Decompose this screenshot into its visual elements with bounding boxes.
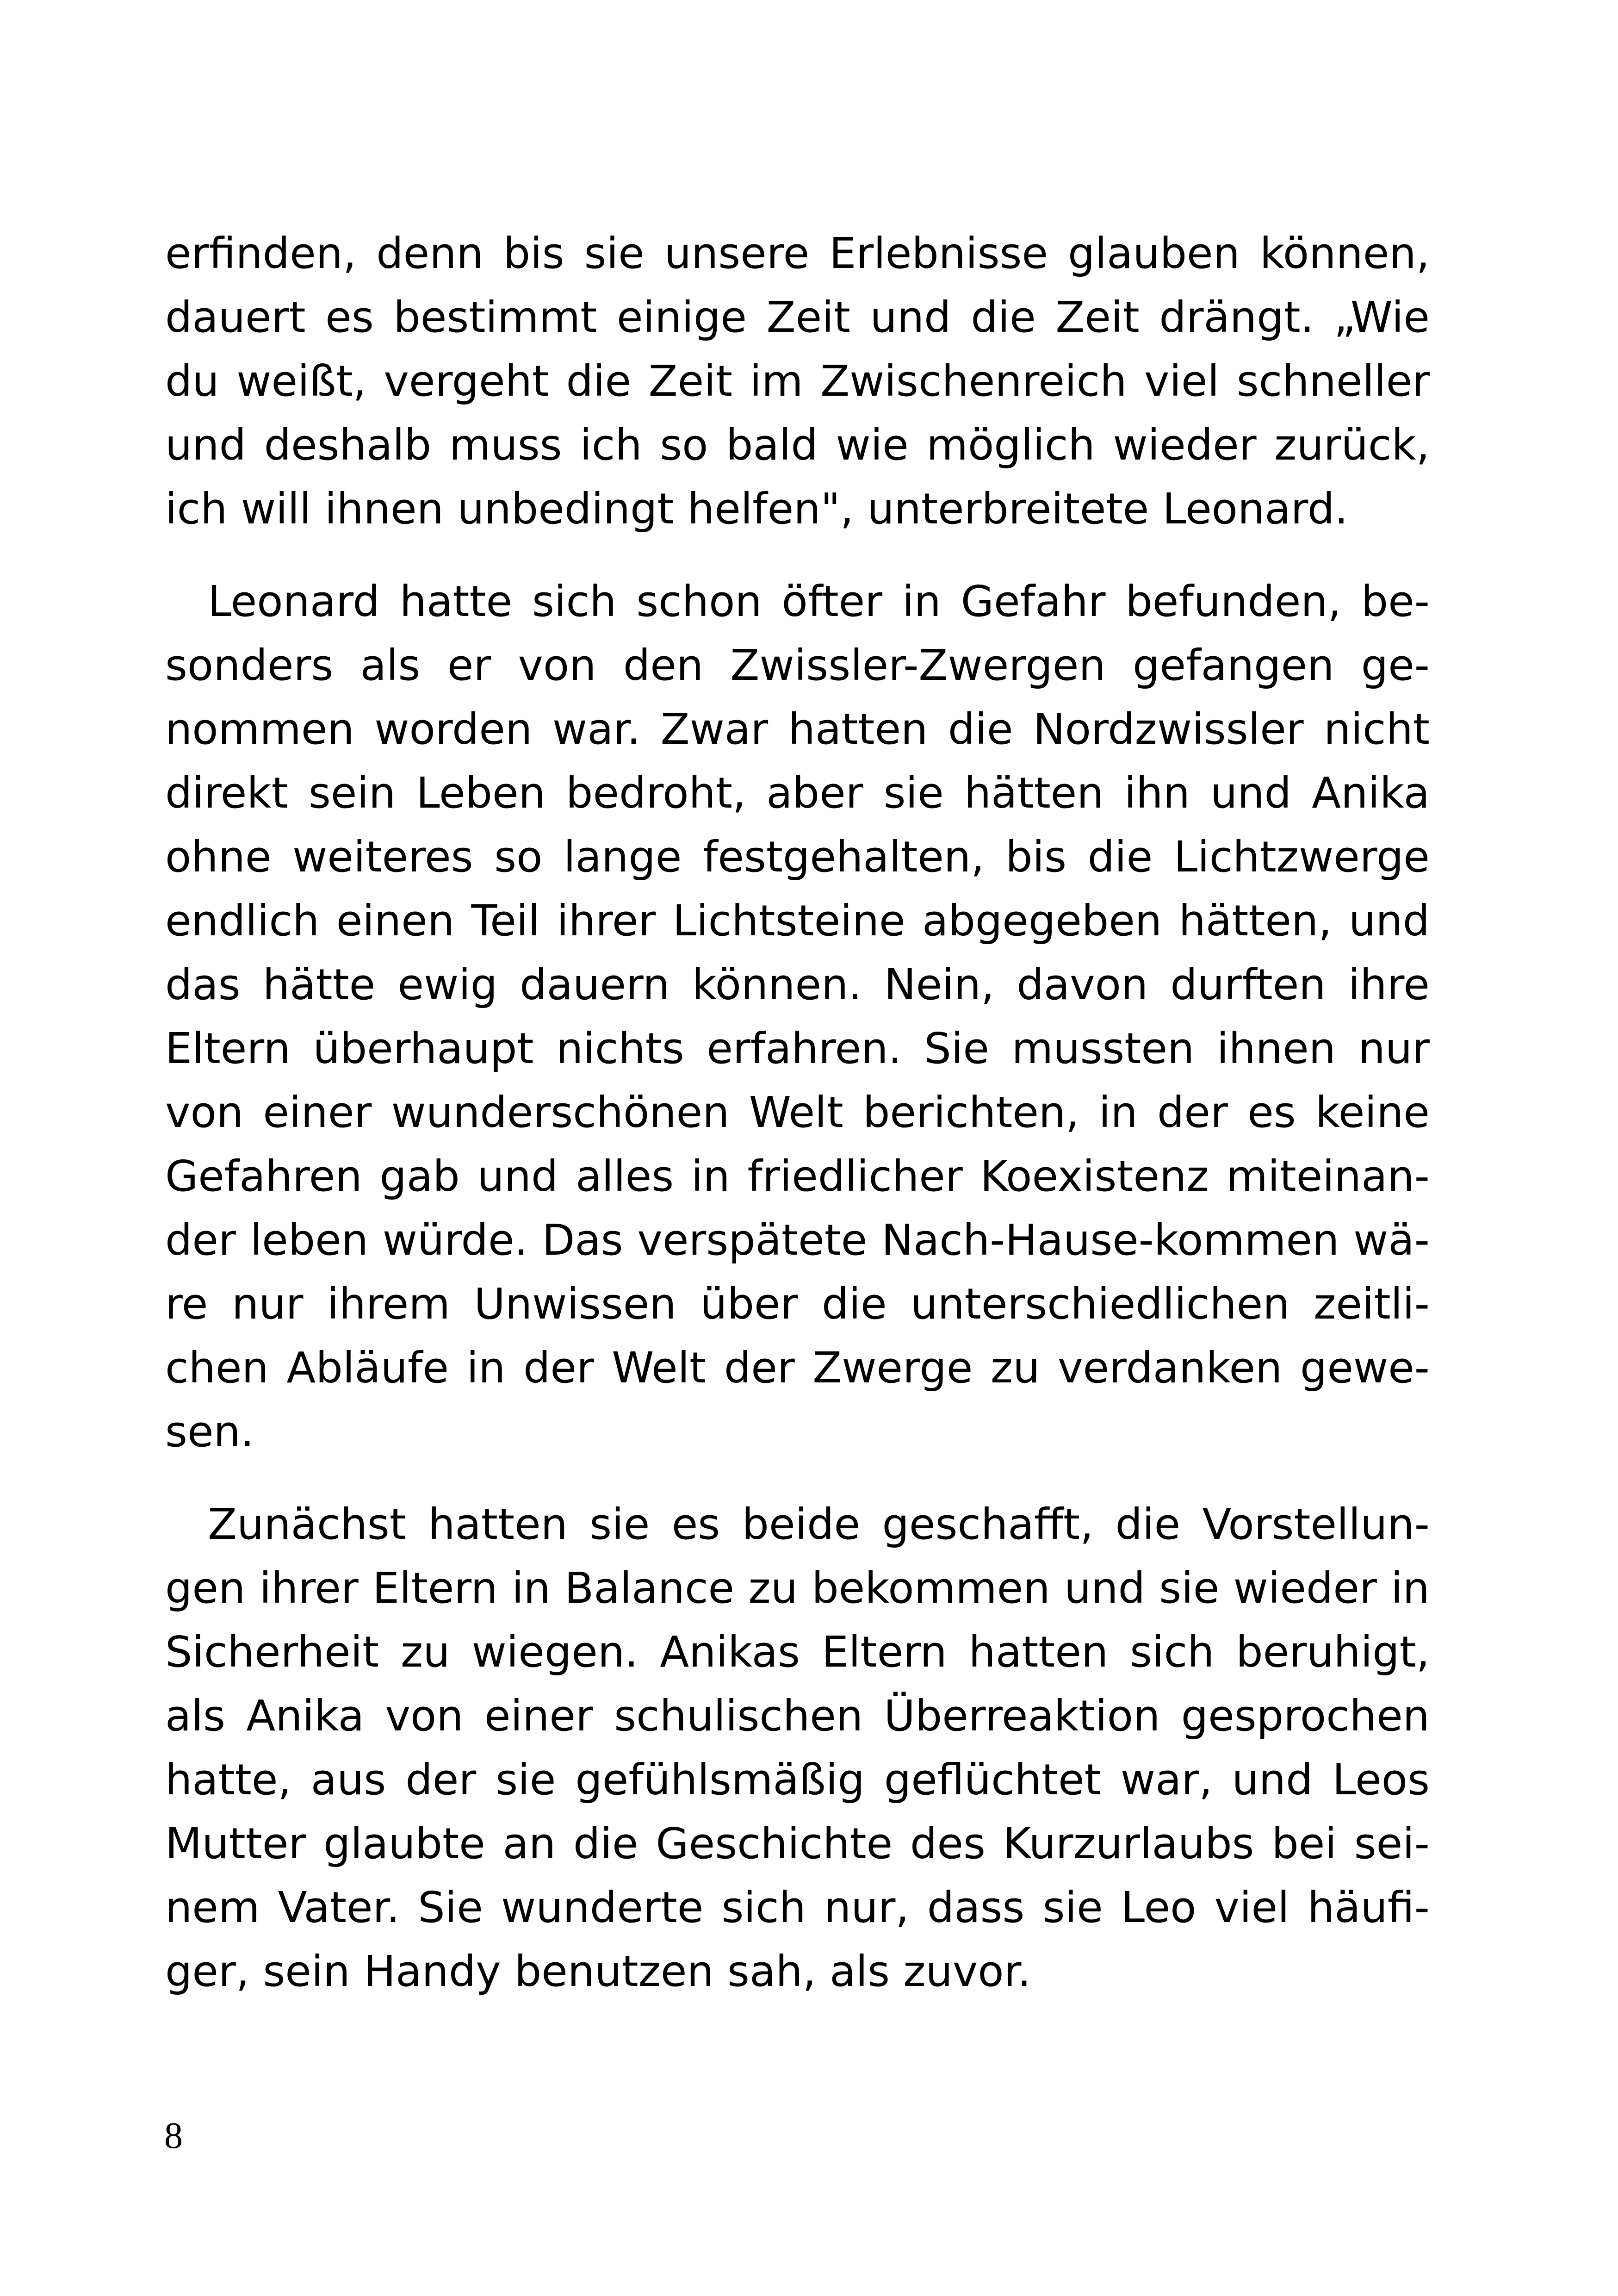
text-line: Mutter glaubte an die Geschichte des Kurzurlaubs bei sei- [165, 1819, 1430, 1868]
text-line: endlich einen Teil ihrer Lichtsteine abgegeben hätten, und [165, 896, 1430, 946]
text-line: der leben würde. Das verspätete Nach-Hause-kommen wä- [165, 1215, 1430, 1265]
paragraph [165, 222, 1430, 541]
text-line: nommen worden war. Zwar hatten die Nordzwissler nicht [165, 704, 1430, 754]
text-line: nem Vater. Sie wunderte sich nur, dass sie Leo viel häufi- [165, 1883, 1430, 1932]
text-line: ohne weiteres so lange festgehalten, bis die Lichtzwerge [165, 832, 1430, 882]
text-line: als Anika von einer schulischen Überreaktion gesprochen [165, 1691, 1430, 1741]
text-block [165, 222, 1430, 2004]
text-line: re nur ihrem Unwissen über die unterschiedlichen zeitli- [165, 1279, 1430, 1329]
text-line: das hätte ewig dauern können. Nein, davon durften ihre [165, 960, 1430, 1009]
text-line: Sicherheit zu wiegen. Anikas Eltern hatten sich beruhigt, [165, 1627, 1430, 1677]
text-line: sonders als er von den Zwissler-Zwergen gefangen ge- [165, 641, 1430, 690]
text-line: chen Abläufe in der Welt der Zwerge zu verdanken gewe- [165, 1343, 1430, 1393]
text-line: Zunächst hatten sie es beide geschafft, die Vorstellun- [208, 1500, 1430, 1549]
paragraph [165, 570, 1430, 1464]
text-line: sen. [165, 1407, 254, 1456]
text-line: du weißt, vergeht die Zeit im Zwischenreich viel schneller [165, 356, 1430, 406]
text-line: Eltern überhaupt nichts erfahren. Sie mussten ihnen nur [165, 1024, 1430, 1073]
text-line: Leonard hatte sich schon öfter in Gefahr befunden, be- [208, 577, 1430, 626]
text-line: gen ihrer Eltern in Balance zu bekommen und sie wieder in [165, 1563, 1430, 1613]
page-number: 8 [164, 2116, 183, 2156]
text-line: ich will ihnen unbedingt helfen", unterbreitete Leonard. [165, 484, 1348, 534]
text-line: und deshalb muss ich so bald wie möglich wieder zurück, [165, 420, 1430, 470]
paragraph [165, 1493, 1430, 2004]
text-line: ger, sein Handy benutzen sah, als zuvor. [165, 1947, 1031, 1996]
text-line: dauert es bestimmt einige Zeit und die Zeit drängt. „Wie [165, 292, 1430, 342]
text-line: erfinden, denn bis sie unsere Erlebnisse glauben können, [165, 229, 1430, 278]
text-line: Gefahren gab und alles in friedlicher Koexistenz miteinan- [165, 1151, 1430, 1201]
text-line: von einer wunderschönen Welt berichten, in der es keine [165, 1088, 1430, 1137]
text-line: hatte, aus der sie gefühlsmäßig geflüchtet war, und Leos [165, 1755, 1430, 1804]
text-line: direkt sein Leben bedroht, aber sie hätten ihn und Anika [165, 768, 1430, 818]
